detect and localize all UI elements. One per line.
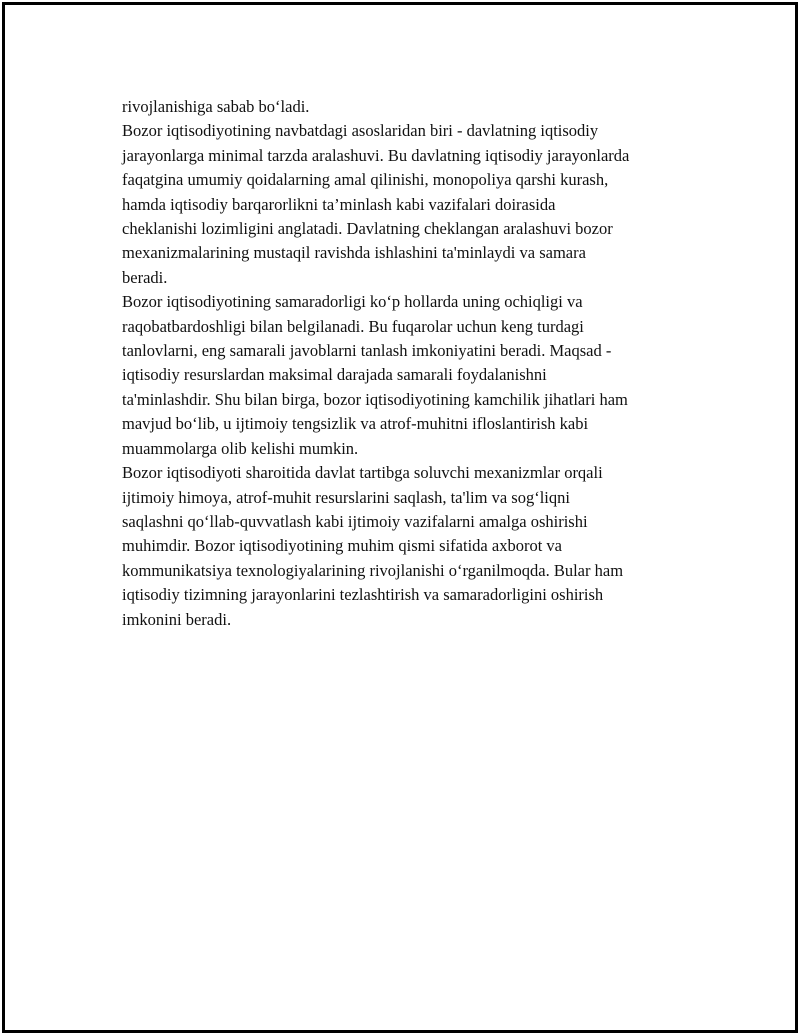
text-line: iqtisodiy resurslardan maksimal darajada samarali foydalanishni <box>122 365 547 385</box>
text-line: rivojlanishiga sabab bo‘ladi. <box>122 97 310 116</box>
text-line: mexanizmalarining mustaqil ravishda ishlashini ta'minlaydi va samara <box>122 243 586 263</box>
text-line: imkonini beradi. <box>122 609 232 629</box>
page-content <box>122 95 702 632</box>
text-line: cheklanishi lozimligini anglatadi. Davlatning cheklangan aralashuvi bozor <box>122 219 613 239</box>
text-line: iqtisodiy tizimning jarayonlarini tezlashtirish va samaradorligini oshirish <box>122 585 604 605</box>
text-line: muhimdir. Bozor iqtisodiyotining muhim qismi sifatida axborot va <box>122 536 562 556</box>
text-line: kommunikatsiya texnologiyalarining rivojlanishi o‘rganilmoqda. Bular ham <box>122 560 624 580</box>
text-line: faqatgina umumiy qoidalarning amal qilinishi, monopoliya qarshi kurash, <box>122 170 609 190</box>
text-line: mavjud bo‘lib, u ijtimoiy tengsizlik va atrof-muhitni ifloslantirish kabi <box>122 414 589 434</box>
paragraph-2 <box>122 119 702 290</box>
text-line: beradi. <box>122 267 168 287</box>
text-line: ta'minlashdir. Shu bilan birga, bozor iqtisodiyotining kamchilik jihatlari ham <box>122 389 628 409</box>
paragraph-1 <box>122 95 702 119</box>
text-line: jarayonlarga minimal tarzda aralashuvi. Bu davlatning iqtisodiy jarayonlarda <box>122 145 630 165</box>
paragraph-3 <box>122 290 702 461</box>
text-line: hamda iqtisodiy barqarorlikni ta’minlash kabi vazifalari doirasida <box>122 194 556 214</box>
text-line: Bozor iqtisodiyotining samaradorligi ko‘p hollarda uning ochiqligi va <box>122 292 583 312</box>
text-line: raqobatbardoshligi bilan belgilanadi. Bu fuqarolar uchun keng turdagi <box>122 316 584 336</box>
page-frame <box>2 2 798 1033</box>
text-line: saqlashni qo‘llab-quvvatlash kabi ijtimoiy vazifalarni amalga oshirishi <box>122 511 588 531</box>
text-line: Bozor iqtisodiyoti sharoitida davlat tartibga soluvchi mexanizmlar orqali <box>122 463 603 483</box>
text-line: muammolarga olib kelishi mumkin. <box>122 438 359 458</box>
paragraph-4 <box>122 461 702 632</box>
text-line: ijtimoiy himoya, atrof-muhit resurslarini saqlash, ta'lim va sog‘liqni <box>122 487 570 507</box>
text-line: tanlovlarni, eng samarali javoblarni tanlash imkoniyatini beradi. Maqsad - <box>122 341 612 361</box>
text-line: Bozor iqtisodiyotining navbatdagi asoslaridan biri - davlatning iqtisodiy <box>122 121 599 141</box>
